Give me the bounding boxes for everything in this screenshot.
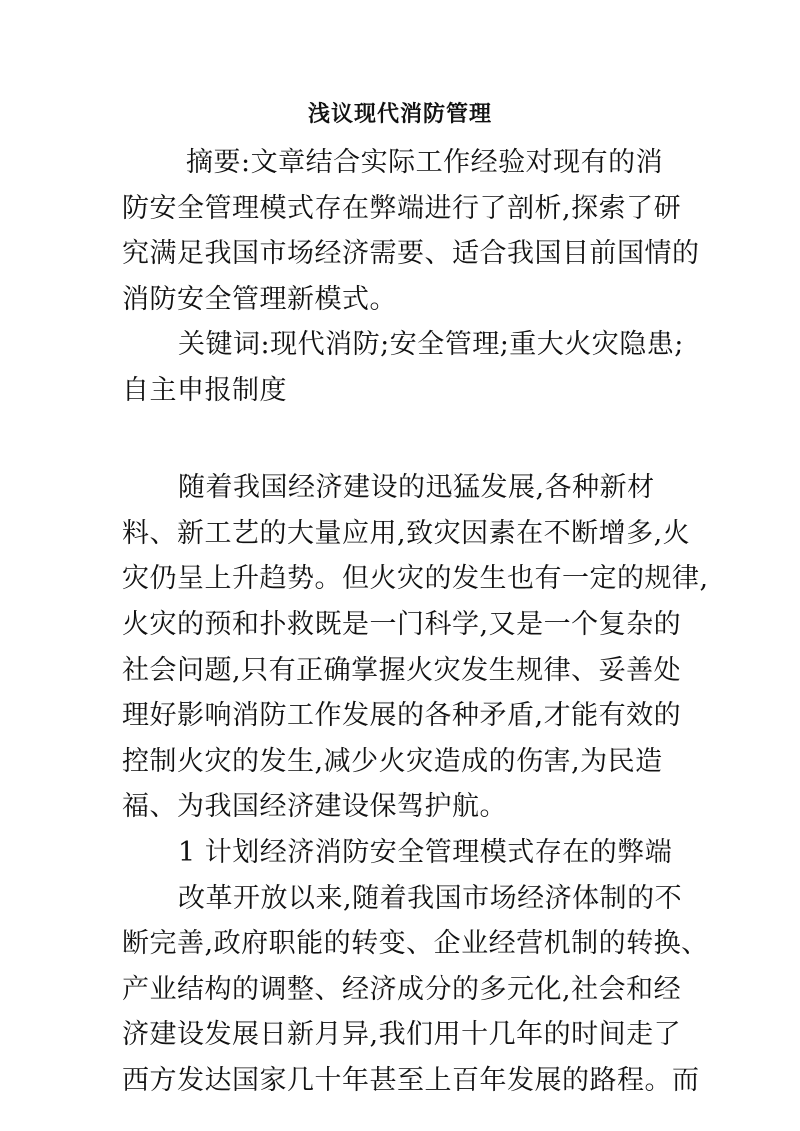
abstract-paragraph: [122, 140, 700, 322]
keywords-line: 自主申报制度: [122, 374, 287, 406]
body-line: 料、新工艺的大量应用,致灾因素在不断增多,火: [122, 517, 691, 549]
body-line: 理好影响消防工作发展的各种矛盾,才能有效的: [122, 700, 682, 732]
keywords-paragraph: [122, 322, 694, 413]
paragraph-spacer: [122, 414, 694, 460]
body-line: 福、为我国经济建设保驾护航。: [122, 791, 507, 823]
intro-paragraph: [122, 465, 709, 830]
section-paragraph: [122, 876, 709, 1104]
body-line: 济建设发展日新月异,我们用十几年的时间走了: [122, 1019, 682, 1051]
document-body: [122, 140, 709, 1103]
body-line: 改革开放以来,随着我国市场经济体制的不: [178, 882, 683, 914]
abstract-line: 究满足我国市场经济需要、适合我国目前国情的: [122, 238, 700, 270]
keywords-line: 关键词:现代消防;安全管理;重大火灾隐患;: [178, 329, 684, 361]
abstract-line: 摘要:文章结合实际工作经验对现有的消: [186, 147, 664, 178]
body-line: 控制火灾的发生,减少火灾造成的伤害,为民造: [122, 745, 663, 777]
section-heading: 1 计划经济消防安全管理模式存在的弊端: [178, 836, 673, 868]
body-line: 火灾的预和扑救既是一门科学,又是一个复杂的: [122, 608, 682, 640]
body-line: 社会问题,只有正确掌握火灾发生规律、妥善处: [122, 654, 682, 686]
document-title: 浅议现代消防管理: [307, 102, 492, 127]
abstract-line: 消防安全管理新模式。: [122, 283, 397, 315]
abstract-line: 防安全管理模式存在弊端进行了剖析,探索了研: [122, 192, 682, 224]
body-line: 灾仍呈上升趋势。但火灾的发生也有一定的规律,: [122, 563, 709, 595]
body-line: 产业结构的调整、经济成分的多元化,社会和经: [122, 973, 682, 1005]
body-line: 断完善,政府职能的转变、企业经营机制的转换、: [122, 928, 709, 960]
body-line: 随着我国经济建设的迅猛发展,各种新材: [178, 472, 655, 504]
body-line: 西方发达国家几十年甚至上百年发展的路程。而: [122, 1064, 700, 1096]
